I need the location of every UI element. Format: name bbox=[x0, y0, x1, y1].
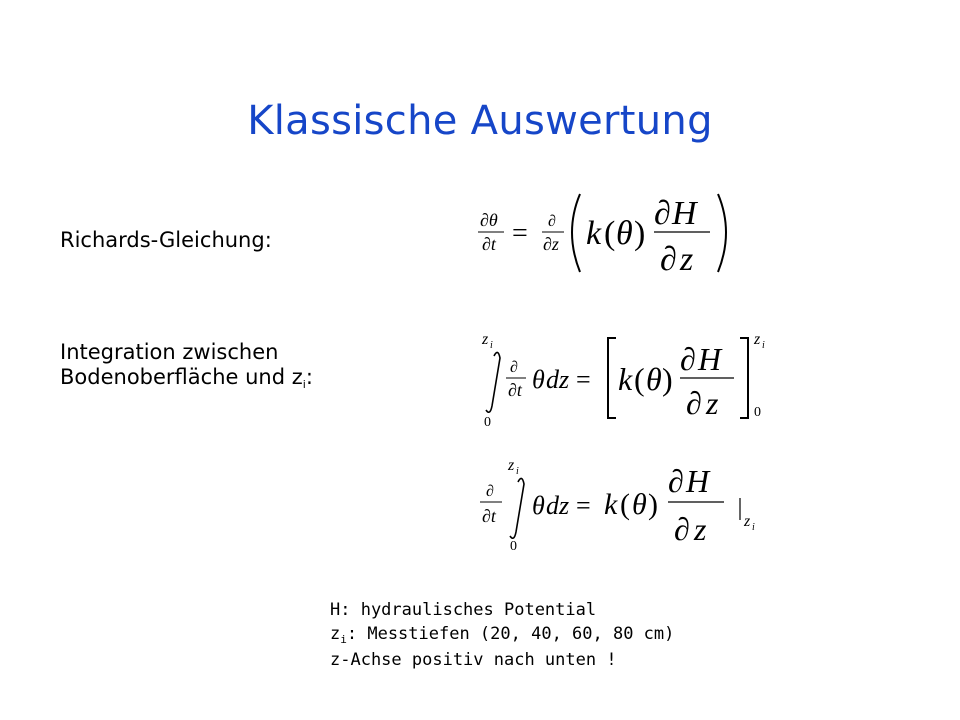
svg-text:H: H bbox=[672, 195, 697, 232]
svg-text:z: z bbox=[508, 457, 515, 474]
svg-text:∂z: ∂z bbox=[543, 234, 559, 254]
svg-text:i: i bbox=[490, 340, 493, 351]
svg-text:∂: ∂ bbox=[548, 213, 556, 230]
svg-text:z: z bbox=[680, 241, 694, 278]
svg-text:∂θ: ∂θ bbox=[480, 210, 498, 230]
richards-equation-label: Richards-Gleichung: bbox=[60, 228, 272, 252]
integration-label-line2: Bodenoberfläche und zi: bbox=[60, 365, 313, 391]
svg-text:i: i bbox=[516, 466, 519, 477]
svg-text:): ) bbox=[648, 488, 658, 521]
svg-text:θ: θ bbox=[532, 491, 545, 520]
svg-text:(: ( bbox=[620, 488, 630, 521]
svg-text:0: 0 bbox=[754, 405, 761, 420]
svg-text:=: = bbox=[512, 218, 528, 249]
svg-text:∂: ∂ bbox=[654, 195, 671, 232]
svg-text:(: ( bbox=[634, 361, 645, 397]
svg-text:0: 0 bbox=[484, 415, 491, 430]
svg-text:∂: ∂ bbox=[510, 359, 518, 376]
svg-text:z: z bbox=[694, 511, 707, 547]
svg-text:z: z bbox=[754, 331, 761, 348]
flux-formula bbox=[474, 454, 774, 558]
svg-text:dz: dz bbox=[546, 491, 570, 520]
notes-block bbox=[330, 598, 674, 672]
svg-text:θ: θ bbox=[646, 361, 662, 397]
richards-equation-formula bbox=[470, 182, 740, 286]
svg-text:k: k bbox=[586, 215, 602, 252]
svg-text:): ) bbox=[634, 215, 646, 252]
svg-text:∂: ∂ bbox=[680, 341, 696, 377]
svg-text:∂t: ∂t bbox=[482, 234, 496, 254]
svg-text:H: H bbox=[686, 463, 710, 499]
svg-text:k: k bbox=[604, 488, 618, 521]
svg-text:∂: ∂ bbox=[674, 511, 690, 547]
integration-formula bbox=[478, 328, 778, 432]
svg-text:0: 0 bbox=[510, 539, 517, 554]
svg-text:θ: θ bbox=[632, 488, 647, 521]
integration-label bbox=[60, 340, 313, 393]
svg-text:=: = bbox=[576, 491, 591, 520]
svg-text:∂: ∂ bbox=[660, 241, 677, 278]
svg-text:z: z bbox=[482, 331, 489, 348]
svg-text:): ) bbox=[662, 361, 673, 397]
note-z-axis: z-Achse positiv nach unten ! bbox=[330, 650, 617, 670]
svg-text:H: H bbox=[698, 341, 722, 377]
svg-text:∂: ∂ bbox=[686, 385, 702, 421]
integration-formula-svg bbox=[478, 328, 778, 428]
slide-title: Klassische Auswertung bbox=[247, 98, 713, 144]
svg-text:∂t: ∂t bbox=[482, 506, 496, 526]
svg-text:=: = bbox=[576, 365, 591, 394]
svg-text:z: z bbox=[706, 385, 719, 421]
svg-text:k: k bbox=[618, 361, 633, 397]
svg-text:∂t: ∂t bbox=[508, 380, 522, 400]
svg-text:z: z bbox=[744, 513, 751, 530]
note-measurement-depths: $z_i$: Messtiefen (20, 40, 60, 80 cm) bbox=[330, 624, 675, 646]
richards-equation-svg bbox=[470, 182, 740, 282]
integration-label-line1: Integration zwischen bbox=[60, 340, 279, 364]
flux-formula-svg bbox=[474, 454, 774, 554]
svg-text:θ: θ bbox=[532, 365, 545, 394]
svg-text:i: i bbox=[762, 340, 765, 351]
svg-text:θ: θ bbox=[616, 215, 633, 252]
svg-text:(: ( bbox=[604, 215, 616, 252]
svg-text:∂: ∂ bbox=[668, 463, 684, 499]
svg-text:∂: ∂ bbox=[486, 483, 494, 500]
svg-text:i: i bbox=[752, 522, 755, 533]
svg-text:dz: dz bbox=[546, 365, 570, 394]
note-hydraulic-potential: H: hydraulisches Potential bbox=[330, 600, 597, 620]
